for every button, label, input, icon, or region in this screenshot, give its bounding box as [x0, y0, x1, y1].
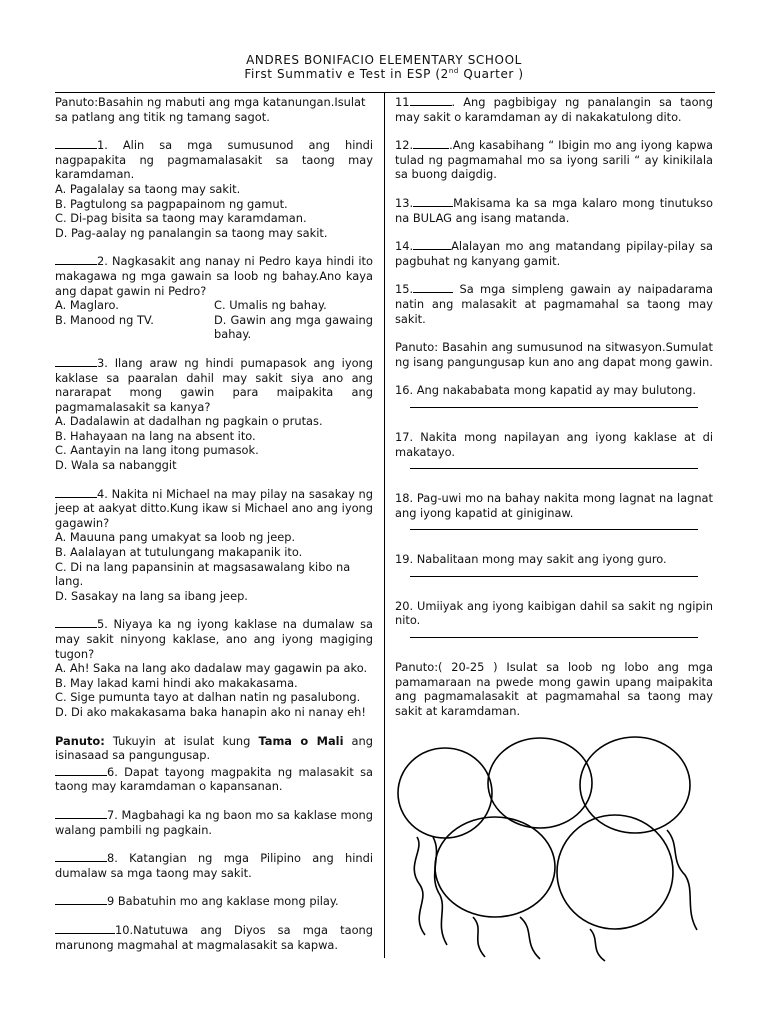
answer-blank[interactable]	[413, 239, 451, 250]
question-18: 18. Pag-uwi mo na bahay nakita mong lagnat na lagnat ang iyong kapatid at giniginaw.	[395, 491, 713, 520]
answer-blank[interactable]	[413, 138, 449, 149]
answer-blank[interactable]	[55, 923, 115, 934]
answer-blank[interactable]	[55, 808, 107, 819]
option: C. Umalis ng bahay.	[214, 298, 327, 313]
answer-line[interactable]	[410, 636, 698, 638]
instructions-4: Panuto:( 20-25 ) Isulat sa loob ng lobo ang mga pamamaraan na pwede mong gawin upang maipakita ang pagmamalasakit at pagmamahal sa taong may sakit at karamdaman.	[395, 660, 713, 718]
question-15	[395, 282, 713, 326]
question-text: . Ang pagbibigay ng panalangin sa taong may sakit o karamdaman ay di nakakatulong dito.	[395, 95, 713, 124]
question-text: 6. Dapat tayong magpakita ng malasakit sa taong may karamdaman o kapansanan.	[55, 764, 373, 794]
question-12	[395, 138, 713, 182]
test-title-main: First Summativ e Test in ESP (2	[244, 67, 449, 81]
answer-blank[interactable]	[55, 851, 107, 862]
answer-blank[interactable]	[55, 617, 97, 628]
question-13	[395, 196, 713, 225]
question-17: 17. Nakita mong napilayan ang iyong kaklase at di makatayo.	[395, 429, 713, 459]
question-text: 8. Katangian ng mga Pilipino ang hindi dumalaw sa mga taong may sakit.	[55, 851, 373, 880]
question-2	[55, 254, 373, 342]
question-7	[55, 808, 373, 837]
balloon[interactable]	[398, 748, 492, 838]
balloons-drawing	[395, 735, 725, 965]
question-16: 16. Ang nakababata mong kapatid ay may bulutong.	[395, 383, 696, 398]
answer-line[interactable]	[410, 406, 698, 408]
option: D. Sasakay na lang sa ibang jeep.	[55, 588, 248, 603]
option: D. Gawin ang mga gawaing bahay.	[214, 312, 373, 342]
column-divider	[384, 93, 385, 958]
instructions-1: Panuto:Basahin ng mabuti ang mga katanungan.Isulat sa patlang ang titik ng tamang sagot.	[55, 95, 366, 124]
right-column	[395, 95, 713, 718]
answer-blank[interactable]	[413, 282, 453, 293]
option: A. Maglaro.	[55, 298, 119, 313]
option: B. Aalalayan at tutulungang makapanik ito.	[55, 545, 303, 560]
answer-blank[interactable]	[55, 356, 97, 367]
question-8	[55, 851, 373, 880]
question-text: 4. Nakita ni Michael na may pilay na sasakay ng jeep at aakyat ditto.Kung ikaw si Michael ano ang iyong gagawin?	[55, 486, 373, 530]
question-text: Sa mga simpleng gawain ay naipadarama natin ang malasakit at pagmamahal sa taong may sakit.	[395, 282, 713, 326]
option: B. Manood ng TV.	[55, 312, 154, 327]
school-name: ANDRES BONIFACIO ELEMENTARY SCHOOL	[246, 53, 522, 67]
balloon-string	[433, 837, 447, 945]
option: C. Aantayin na lang itong pumasok.	[55, 443, 259, 458]
question-text: 7. Magbahagi ka ng baon mo sa kaklase mong walang pambili ng pagkain.	[55, 807, 373, 837]
answer-blank[interactable]	[55, 487, 97, 498]
question-10	[55, 923, 373, 952]
test-title	[0, 67, 768, 81]
question-text: Alalayan mo ang matandang pipilay-pilay sa pagbuhat ng kanyang gamit.	[395, 239, 713, 268]
question-number: 12.	[395, 138, 414, 153]
question-4	[55, 487, 373, 604]
balloon-string	[414, 837, 425, 935]
option: C. Di na lang papansinin at magsasawalang kibo na lang.	[55, 559, 351, 589]
test-title-sup: nd	[448, 67, 459, 75]
answer-blank[interactable]	[410, 95, 452, 106]
instructions-emphasis: Tama o Mali	[258, 733, 344, 748]
instructions-text: ang isinasaad sa pangungusap.	[55, 733, 373, 763]
instructions-2	[55, 734, 373, 763]
answer-blank[interactable]	[413, 196, 453, 207]
option: B. May lakad kami hindi ako makakasama.	[55, 675, 298, 690]
option: D. Di ako makakasama baka hanapin ako ni nanay eh!	[55, 704, 366, 719]
option: A. Mauuna pang umakyat sa loob ng jeep.	[55, 530, 296, 545]
option: A. Ah! Saka na lang ako dadalaw may gagawin pa ako.	[55, 661, 368, 676]
question-text: 9 Babatuhin mo ang kaklase mong pilay.	[107, 894, 339, 909]
answer-blank[interactable]	[55, 894, 107, 905]
option: D. Pag-aalay ng panalangin sa taong may sakit.	[55, 225, 328, 240]
question-text: 3. Ilang araw ng hindi pumapasok ang iyong kaklase sa paaralan dahil may sakit siya ano ang nararapat mong gawin para maipakita ang pagmamalasakit sa kanya?	[55, 355, 373, 414]
instructions-label: Panuto:	[55, 733, 105, 748]
option: D. Wala sa nabanggit	[55, 458, 177, 473]
answer-blank[interactable]	[55, 765, 107, 776]
question-3	[55, 356, 373, 473]
answer-blank[interactable]	[55, 254, 97, 265]
question-1	[55, 138, 373, 240]
option: C. Di-pag bisita sa taong may karamdaman.	[55, 211, 307, 226]
question-number: 11	[395, 95, 410, 109]
question-text: 5. Niyaya ka ng iyong kaklase na dumalaw sa may sakit ninyong kaklase, ano ang iyong magiging tugon?	[55, 617, 373, 661]
balloon[interactable]	[557, 815, 673, 929]
option: A. Dadalawin at dadalhan ng pagkain o prutas.	[55, 414, 323, 429]
balloon-string	[590, 929, 605, 961]
balloon-string	[667, 830, 697, 930]
question-11	[395, 95, 713, 124]
instructions-text: Tukuyin at isulat kung	[104, 733, 259, 748]
test-title-end: Quarter )	[458, 67, 524, 81]
question-19: 19. Nabalitaan mong may sakit ang iyong guro.	[395, 552, 667, 567]
balloon-string	[473, 917, 485, 957]
question-text: 1. Alin sa mga sumusunod ang hindi nagpapakita ng pagmamalasakit sa taong may karamdaman.	[55, 138, 373, 182]
question-14	[395, 239, 713, 268]
question-number: 14.	[395, 239, 414, 254]
option: C. Sige pumunta tayo at dalhan natin ng pasalubong.	[55, 690, 361, 705]
left-column	[55, 95, 373, 966]
instructions-3: Panuto: Basahin ang sumusunod na sitwasyon.Sumulat ng isang pangungusap kun ano ang dapat mong gawin.	[395, 340, 713, 369]
question-6	[55, 765, 373, 794]
question-text: 2. Nagkasakit ang nanay ni Pedro kaya hindi ito makagawa ng mga gawain sa loob ng bahay.Ano kaya ang dapat gawin ni Pedro?	[55, 254, 373, 298]
question-text: 10.Natutuwa ang Diyos sa mga taong marunong magmahal at magmalasakit sa kapwa.	[55, 922, 373, 952]
question-9	[55, 894, 373, 909]
table-top-border	[55, 92, 715, 93]
answer-blank[interactable]	[55, 138, 97, 149]
question-text: .Ang kasabihang “ Ibigin mo ang iyong kapwa tulad ng pagmamahal mo sa iyong sarili “ ay kinikilala sa buong daigdig.	[395, 138, 713, 182]
balloon[interactable]	[488, 738, 592, 828]
question-20: 20. Umiiyak ang iyong kaibigan dahil sa sakit ng ngipin nito.	[395, 598, 713, 628]
option: A. Pagalalay sa taong may sakit.	[55, 181, 241, 196]
question-number: 15.	[395, 282, 414, 297]
option: B. Pagtulong sa pagpapainom ng gamut.	[55, 196, 288, 211]
question-text: Makisama ka sa mga kalaro mong tinutukso na BULAG ang isang matanda.	[395, 195, 713, 225]
balloon[interactable]	[435, 817, 555, 917]
answer-line[interactable]	[410, 467, 698, 469]
question-5	[55, 617, 373, 719]
option: B. Hahayaan na lang na absent ito.	[55, 428, 256, 443]
question-number: 13.	[395, 195, 414, 210]
answer-line[interactable]	[410, 528, 698, 530]
answer-line[interactable]	[410, 575, 698, 577]
balloon-string	[520, 917, 540, 959]
